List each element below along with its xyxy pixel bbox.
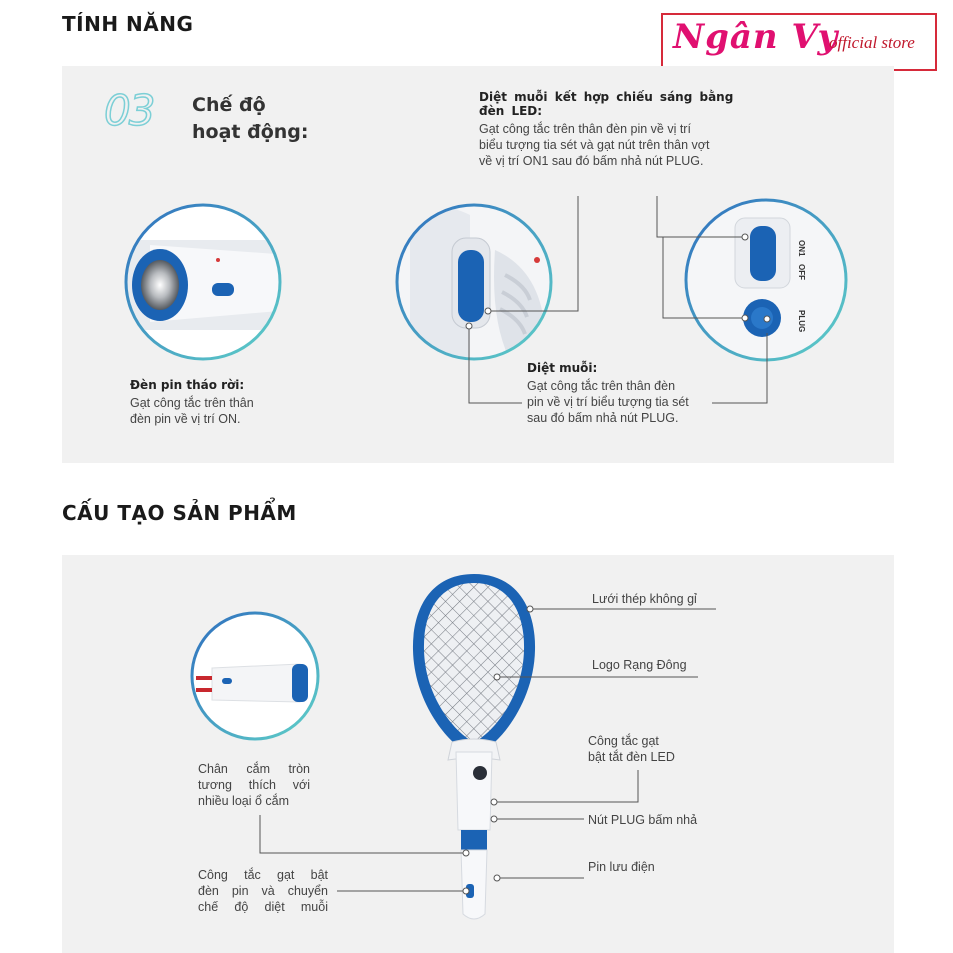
racket-photo — [413, 574, 535, 919]
mode-switch-line: đèn pin và chuyển — [198, 884, 328, 898]
mosquito-line: pin về vị trí biểu tượng tia sét — [527, 395, 689, 409]
mode-switch-callout — [198, 867, 328, 915]
mode-number: 03 — [104, 86, 154, 135]
led-mode-line: về vị trí ON1 sau đó bấm nhả nút PLUG. — [479, 154, 704, 168]
plug-callout: Nút PLUG bấm nhả — [588, 813, 698, 827]
mode-title-line1: Chế độ — [192, 94, 266, 116]
brand-subtitle: official store — [829, 33, 915, 52]
mesh-callout: Lưới thép không gỉ — [592, 592, 697, 606]
plug-pins-photo — [192, 613, 318, 739]
led-switch-line: Công tắc gạt — [588, 734, 659, 748]
flashlight-label: Đèn pin tháo rời: — [130, 378, 245, 392]
features-title: TÍNH NĂNG — [62, 12, 194, 36]
led-mode-line: Gạt công tắc trên thân đèn pin về vị trí — [479, 122, 691, 136]
pins-line: tương thích với — [198, 778, 310, 792]
mosquito-label: Diệt muỗi: — [527, 361, 598, 375]
led-mode-label: Diệt muỗi kết hợp chiếu sáng bằng đèn LED: — [479, 90, 734, 118]
structure-title: CẤU TẠO SẢN PHẨM — [62, 501, 297, 525]
flashlight-line: đèn pin về vị trí ON. — [130, 412, 241, 426]
mosquito-line: sau đó bấm nhả nút PLUG. — [527, 411, 679, 425]
pins-line: nhiều loại ổ cắm — [198, 794, 290, 808]
mode-title-line2: hoạt động: — [192, 121, 309, 143]
led-switch-callout — [588, 733, 675, 765]
mode-switch-line: chế độ diệt muỗi — [198, 900, 328, 914]
plug-mark: PLUG — [797, 310, 806, 333]
led-mode-line: biểu tượng tia sét và gạt nút trên thân vợt — [479, 138, 710, 152]
off-mark: OFF — [797, 264, 806, 280]
mosquito-line: Gạt công tắc trên thân đèn — [527, 379, 676, 393]
battery-callout: Pin lưu điện — [588, 860, 655, 874]
led-switch-line: bật tắt đèn LED — [588, 750, 675, 764]
pins-callout — [198, 761, 310, 809]
on1-mark: ON1 — [797, 240, 806, 257]
pins-line: Chân cắm tròn — [198, 762, 310, 776]
brand-name: Ngân Vy — [673, 17, 839, 57]
flashlight-line: Gạt công tắc trên thân — [130, 396, 254, 410]
mode-switch-line: Công tắc gạt bật — [198, 868, 328, 882]
logo-callout: Logo Rạng Đông — [592, 658, 687, 672]
